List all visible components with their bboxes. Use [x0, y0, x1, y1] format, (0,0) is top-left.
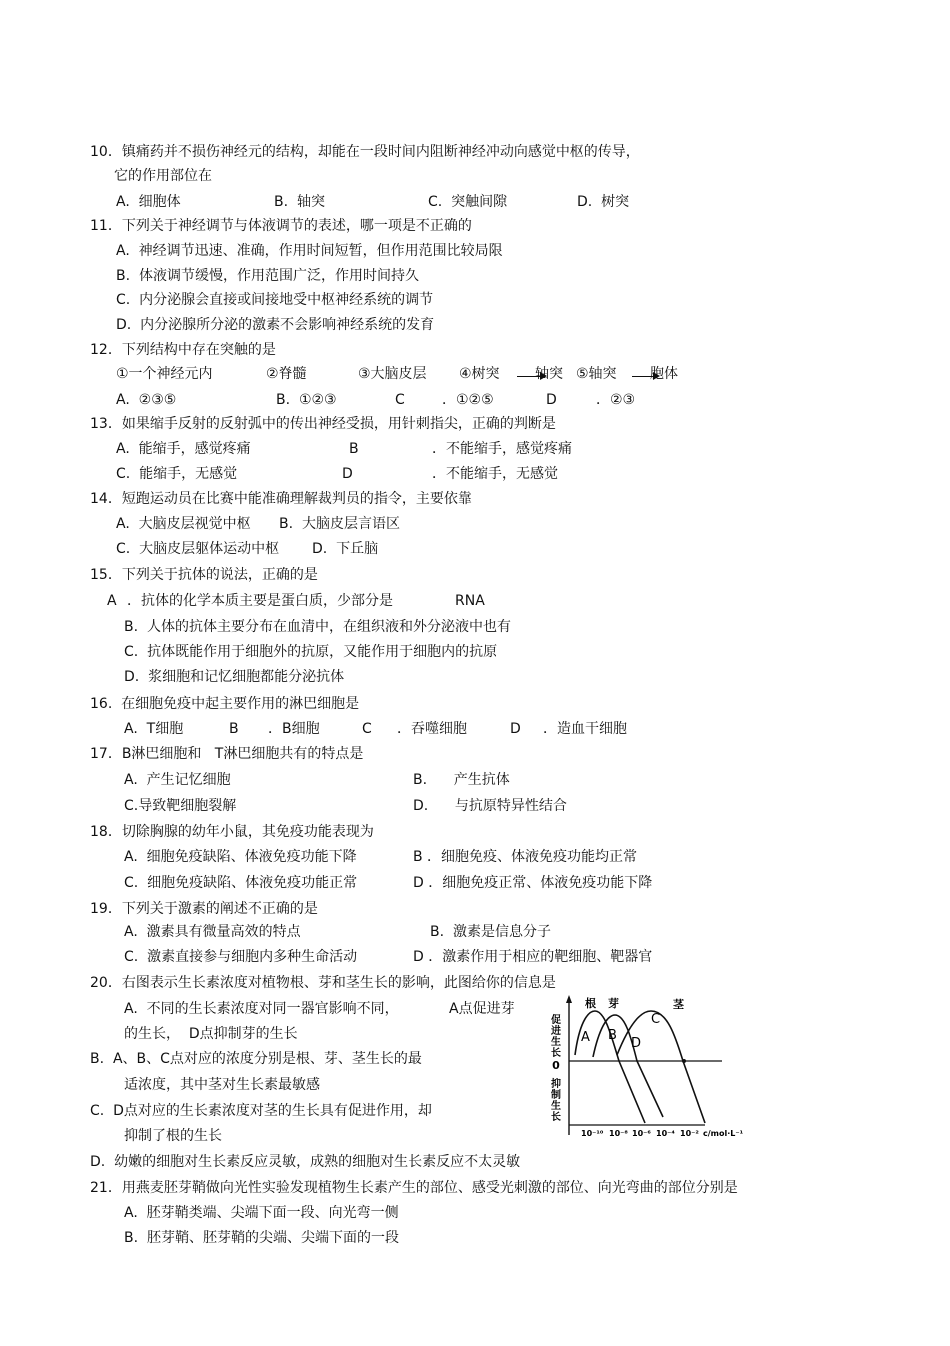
q12-option-c-letter: C	[395, 392, 405, 408]
q12-item-4-end: 轴突	[535, 366, 563, 382]
point-b-label: B	[608, 1028, 617, 1043]
q13-option-b-letter: B	[349, 441, 359, 457]
q10-option-d: D. 树突	[577, 194, 630, 210]
q12-option-d: ．②③	[596, 392, 636, 408]
q16-option-c-letter: C	[362, 721, 372, 737]
q11-option-c: C. 内分泌腺会直接或间接地受中枢神经系统的调节	[116, 292, 434, 308]
q17-option-b: B. 产生抗体	[413, 772, 510, 788]
q20-stem: 20．右图表示生长素浓度对植物根、芽和茎生长的影响，此图给你的信息是	[90, 975, 556, 991]
q12-item-1: ①一个神经元内	[116, 366, 213, 382]
intersection-dot	[682, 1059, 686, 1063]
auxin-growth-figure	[545, 995, 755, 1145]
q15-option-a-end: RNA	[455, 593, 485, 609]
q13-option-d: ．不能缩手，无感觉	[432, 466, 558, 482]
x-unit: c/mol·L⁻¹	[703, 1129, 744, 1138]
q16-option-d: ．造血干细胞	[543, 721, 627, 737]
q11-option-a: A. 神经调节迅速、准确，作用时间短暂，但作用范围比较局限	[116, 243, 503, 259]
q15-option-b: B. 人体的抗体主要分布在血清中，在组织液和外分泌液中也有	[124, 619, 511, 635]
q10-option-b: B. 轴突	[274, 194, 325, 210]
q15-option-a-letter: A	[107, 593, 117, 609]
q11-stem: 11．下列关于神经调节与体液调节的表述，哪一项是不正确的	[90, 218, 472, 234]
q21-option-a: A. 胚芽鞘类端、尖端下面一段、向光弯一侧	[124, 1205, 399, 1221]
x-tick-5: 10⁻²	[680, 1129, 699, 1138]
q14-stem: 14．短跑运动员在比赛中能准确理解裁判员的指令，主要依靠	[90, 491, 472, 507]
q17-stem: 17．B淋巴细胞和 T淋巴细胞共有的特点是	[90, 746, 364, 762]
x-tick-1: 10⁻¹⁰	[581, 1129, 604, 1138]
q18-option-c: C. 细胞免疫缺陷、体液免疫功能正常	[124, 875, 358, 891]
q12-stem: 12．下列结构中存在突触的是	[90, 342, 276, 358]
q12-option-d-letter: D	[546, 392, 557, 408]
q12-item-5: ⑤轴突	[576, 366, 617, 382]
q10-stem: 10．镇痛药并不损伤神经元的结构，却能在一段时间内阻断神经冲动向感觉中枢的传导，	[90, 144, 640, 160]
q16-option-b-letter: B	[229, 721, 239, 737]
x-tick-2: 10⁻⁸	[609, 1129, 628, 1138]
q12-option-b: B. ①②③	[276, 392, 337, 408]
q14-option-d: D. 下丘脑	[312, 541, 379, 557]
q13-option-a: A. 能缩手，感觉疼痛	[116, 441, 251, 457]
zero-label: 0	[552, 1059, 560, 1072]
q11-option-b: B. 体液调节缓慢，作用范围广泛，作用时间持久	[116, 268, 419, 284]
q14-option-c: C. 大脑皮层躯体运动中枢	[116, 541, 280, 557]
q19-option-a: A. 激素具有微量高效的特点	[124, 924, 301, 940]
point-a-label: A	[581, 1030, 590, 1045]
q21-stem: 21．用燕麦胚芽鞘做向光性实验发现植物生长素产生的部位、感受光刺激的部位、向光弯曲的部位分别是	[90, 1180, 738, 1196]
q13-option-d-letter: D	[342, 466, 353, 482]
q11-option-d: D. 内分泌腺所分泌的激素不会影响神经系统的发育	[116, 317, 435, 333]
q19-stem: 19．下列关于激素的阐述不正确的是	[90, 901, 318, 917]
point-d-label: D	[631, 1036, 642, 1051]
q20-option-a-cont: A点促进芽	[449, 1001, 515, 1017]
q17-option-d: D. 与抗原特异性结合	[413, 798, 567, 814]
q15-option-c: C. 抗体既能作用于细胞外的抗原，又能作用于细胞内的抗原	[124, 644, 498, 660]
q12-option-c: ．①②⑤	[442, 392, 494, 408]
q16-stem: 16. 在细胞免疫中起主要作用的淋巴细胞是	[90, 696, 360, 712]
q13-option-b: ．不能缩手，感觉疼痛	[432, 441, 572, 457]
stem-curve	[617, 1011, 705, 1123]
y-label-inhibit: 抑制生长	[551, 1079, 561, 1123]
q16-option-d-letter: D	[510, 721, 521, 737]
q16-option-c: ．吞噬细胞	[397, 721, 467, 737]
point-c-label: C	[651, 1012, 661, 1027]
y-axis-arrow-icon	[566, 995, 572, 1003]
q18-option-a: A. 细胞免疫缺陷、体液免疫功能下降	[124, 849, 357, 865]
q20-option-d: D. 幼嫩的细胞对生长素反应灵敏，成熟的细胞对生长素反应不太灵敏	[90, 1154, 521, 1170]
q20-option-c: C. D点对应的生长素浓度对茎的生长具有促进作用，却	[90, 1103, 432, 1119]
q17-option-a: A. 产生记忆细胞	[124, 772, 231, 788]
label-stem: 茎	[673, 998, 684, 1011]
q14-option-b: B. 大脑皮层言语区	[279, 516, 400, 532]
q18-stem: 18．切除胸腺的幼年小鼠，其免疫功能表现为	[90, 824, 374, 840]
q19-option-c: C. 激素直接参与细胞内多种生命活动	[124, 949, 358, 965]
q13-stem: 13．如果缩手反射的反射弧中的传出神经受损，用针刺指尖，正确的判断是	[90, 416, 556, 432]
q12-item-4: ④树突	[459, 366, 500, 382]
y-label-promote: 促进生长	[551, 1015, 561, 1059]
q20-option-a-line2: 的生长， D点抑制芽的生长	[124, 1026, 298, 1042]
q12-item-3: ③大脑皮层	[358, 366, 427, 382]
q10-stem-cont: 它的作用部位在	[114, 168, 212, 184]
q16-option-b: ．B细胞	[268, 721, 320, 737]
q20-option-b: B. A、B、C点对应的浓度分别是根、芽、茎生长的最	[90, 1051, 422, 1067]
q19-option-d: D ．激素作用于相应的靶细胞、靶器官	[413, 949, 653, 965]
label-root: 根	[585, 997, 596, 1010]
q18-option-d: D ．细胞免疫正常、体液免疫功能下降	[413, 875, 653, 891]
q14-option-a: A. 大脑皮层视觉中枢	[116, 516, 251, 532]
q20-option-c-line2: 抑制了根的生长	[124, 1128, 222, 1144]
q15-option-a: ．抗体的化学本质主要是蛋白质，少部分是	[127, 593, 393, 609]
q20-option-b-line2: 适浓度，其中茎对生长素最敏感	[124, 1077, 320, 1093]
q12-item-2: ②脊髓	[266, 366, 307, 382]
q20-option-a: A. 不同的生长素浓度对同一器官影响不同，	[124, 1001, 399, 1017]
q13-option-c: C. 能缩手，无感觉	[116, 466, 238, 482]
q19-option-b: B. 激素是信息分子	[430, 924, 551, 940]
x-tick-4: 10⁻⁴	[656, 1129, 675, 1138]
q17-option-c: C.导致靶细胞裂解	[124, 798, 237, 814]
q15-option-d: D. 浆细胞和记忆细胞都能分泌抗体	[124, 669, 345, 685]
q15-stem: 15．下列关于抗体的说法，正确的是	[90, 567, 318, 583]
label-bud: 芽	[608, 997, 619, 1010]
q21-option-b: B. 胚芽鞘、胚芽鞘的尖端、尖端下面的一段	[124, 1230, 399, 1246]
q12-option-a: A. ②③⑤	[116, 392, 177, 408]
x-tick-3: 10⁻⁶	[632, 1129, 651, 1138]
q12-item-5-end: 胞体	[650, 366, 678, 382]
q10-option-a: A. 细胞体	[116, 194, 181, 210]
q10-option-c: C. 突触间隙	[428, 194, 508, 210]
q18-option-b: B ．细胞免疫、体液免疫功能均正常	[413, 849, 638, 865]
q16-option-a: A. T细胞	[124, 721, 184, 737]
